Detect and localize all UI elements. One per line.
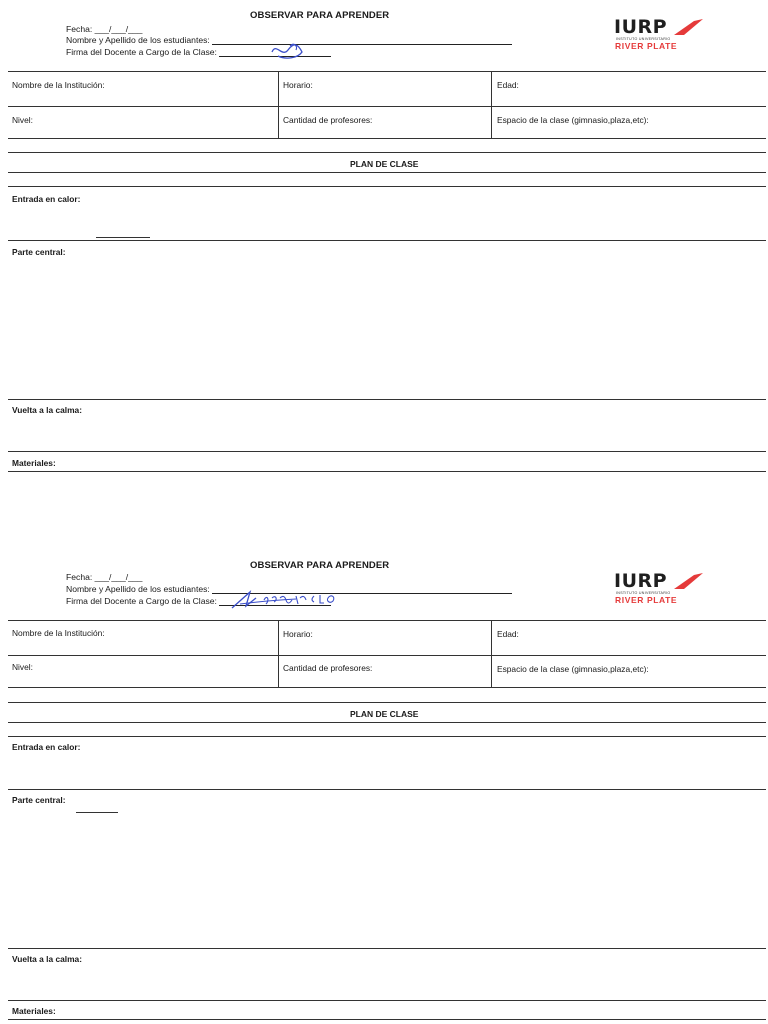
- plan-top-line: [8, 702, 766, 703]
- underline-mark: [96, 237, 150, 238]
- logo-subtitle: INSTITUTO UNIVERSITARIO: [616, 591, 671, 595]
- section-materiales[interactable]: Materiales:: [12, 1006, 56, 1016]
- section-line: [8, 240, 766, 241]
- table-divider: [491, 620, 492, 687]
- section-line: [8, 789, 766, 790]
- students-field[interactable]: Nombre y Apellido de los estudiantes:: [66, 35, 512, 45]
- logo-text: IURP: [614, 570, 668, 592]
- fecha-field[interactable]: Fecha: ___/___/___: [66, 572, 143, 582]
- table-mid-line: [8, 655, 766, 656]
- espacio-cell[interactable]: Espacio de la clase (gimnasio,plaza,etc):: [497, 115, 649, 125]
- table-top-line: [8, 620, 766, 621]
- form-title: OBSERVAR PARA APRENDER: [250, 560, 390, 571]
- nivel-cell[interactable]: Nivel:: [12, 115, 33, 125]
- handwritten-signature: [226, 588, 354, 614]
- iurp-logo: [614, 16, 710, 50]
- table-bottom-line: [8, 687, 766, 688]
- table-mid-line: [8, 106, 766, 107]
- form-title: OBSERVAR PARA APRENDER: [250, 10, 390, 21]
- profesores-cell[interactable]: Cantidad de profesores:: [283, 115, 373, 125]
- institution-cell[interactable]: Nombre de la Institución:: [12, 80, 105, 90]
- edad-cell[interactable]: Edad:: [497, 80, 519, 90]
- section-line: [8, 451, 766, 452]
- table-bottom-line: [8, 138, 766, 139]
- profesores-cell[interactable]: Cantidad de profesores:: [283, 663, 373, 673]
- plan-top-line: [8, 152, 766, 153]
- section-entrada[interactable]: Entrada en calor:: [12, 742, 81, 752]
- table-divider: [491, 71, 492, 138]
- table-top-line: [8, 71, 766, 72]
- section-line: [8, 736, 766, 737]
- teacher-signature-field[interactable]: Firma del Docente a Cargo de la Clase:: [66, 47, 331, 57]
- fecha-field[interactable]: Fecha: ___/___/___: [66, 24, 143, 34]
- section-materiales[interactable]: Materiales:: [12, 458, 56, 468]
- section-line: [8, 399, 766, 400]
- logo-text: IURP: [614, 16, 668, 38]
- section-calma[interactable]: Vuelta a la calma:: [12, 405, 82, 415]
- plan-title: PLAN DE CLASE: [350, 709, 419, 719]
- horario-cell[interactable]: Horario:: [283, 629, 313, 639]
- nivel-cell[interactable]: Nivel:: [12, 662, 33, 672]
- section-line: [8, 186, 766, 187]
- teacher-signature-field[interactable]: Firma del Docente a Cargo de la Clase:: [66, 596, 331, 606]
- iurp-logo: [614, 570, 710, 604]
- section-line: [8, 1019, 766, 1020]
- logo-swoosh-icon: [674, 572, 704, 590]
- students-field[interactable]: Nombre y Apellido de los estudiantes:: [66, 584, 512, 594]
- edad-cell[interactable]: Edad:: [497, 629, 519, 639]
- table-divider: [278, 71, 279, 138]
- underline-mark: [76, 812, 118, 813]
- logo-river-plate: RIVER PLATE: [615, 41, 678, 51]
- plan-bottom-line: [8, 722, 766, 723]
- students-line[interactable]: [212, 35, 512, 45]
- section-line: [8, 471, 766, 472]
- handwritten-signature: [268, 40, 308, 62]
- logo-subtitle: INSTITUTO UNIVERSITARIO: [616, 37, 671, 41]
- logo-swoosh-icon: [674, 18, 704, 36]
- institution-cell[interactable]: Nombre de la Institución:: [12, 628, 105, 638]
- section-calma[interactable]: Vuelta a la calma:: [12, 954, 82, 964]
- section-line: [8, 948, 766, 949]
- section-line: [8, 1000, 766, 1001]
- section-central[interactable]: Parte central:: [12, 247, 66, 257]
- logo-river-plate: RIVER PLATE: [615, 595, 678, 605]
- section-central[interactable]: Parte central:: [12, 795, 66, 805]
- plan-bottom-line: [8, 172, 766, 173]
- table-divider: [278, 620, 279, 687]
- espacio-cell[interactable]: Espacio de la clase (gimnasio,plaza,etc):: [497, 664, 649, 674]
- section-entrada[interactable]: Entrada en calor:: [12, 194, 81, 204]
- plan-title: PLAN DE CLASE: [350, 159, 419, 169]
- horario-cell[interactable]: Horario:: [283, 80, 313, 90]
